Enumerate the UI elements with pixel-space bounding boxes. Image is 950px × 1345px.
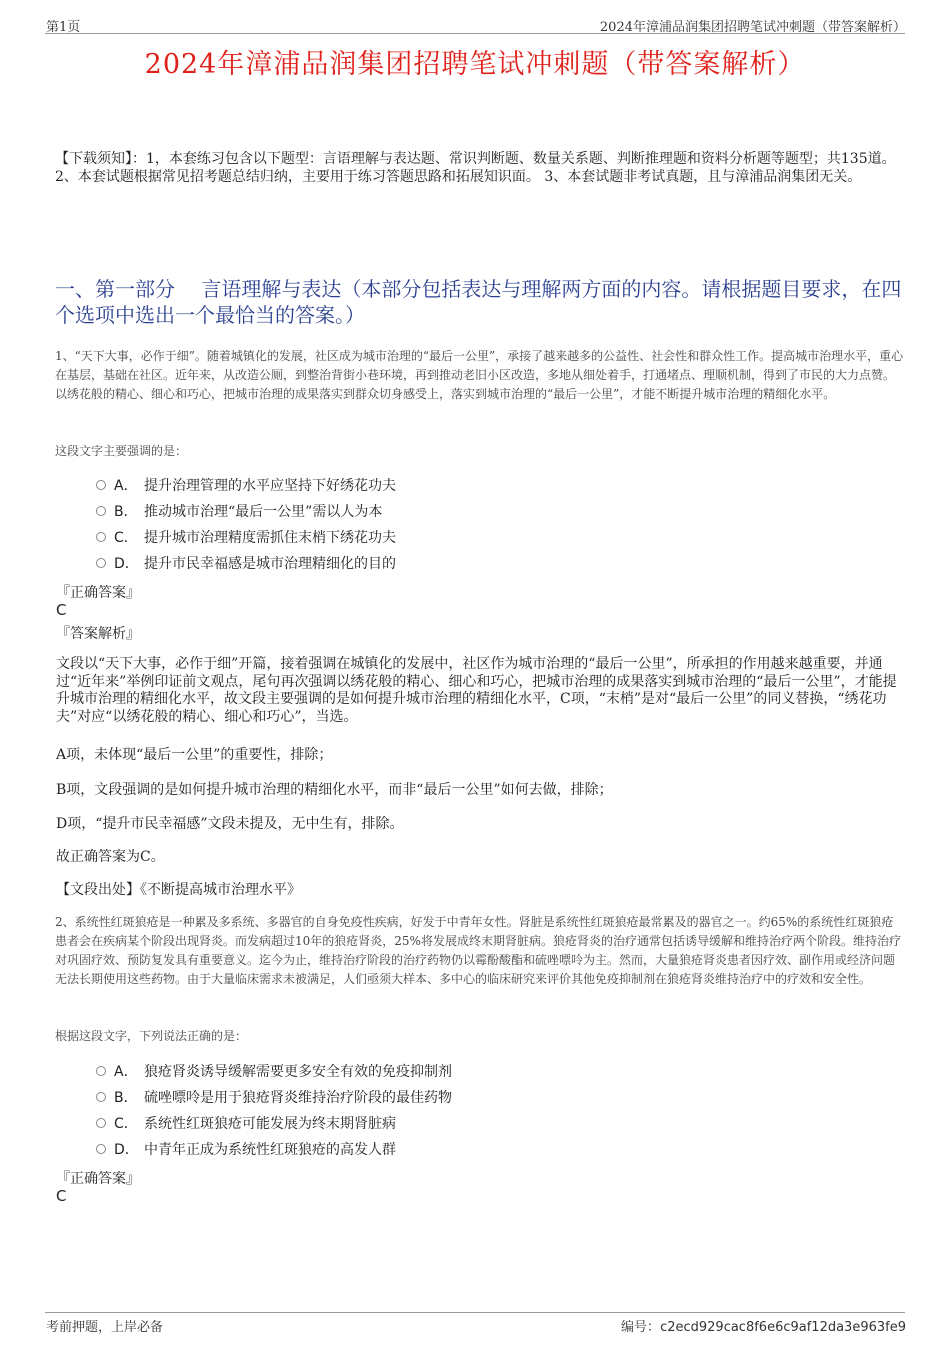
download-notice: 【下载须知】：1，本套练习包含以下题型：言语理解与表达题、常识判断题、数量关系题、判断推理题和资料分析题等题型；共135道。 2、本套试题根据常见招考题总结归纳，主要用于练习答题思路和拓展知识面。 3、本套试题非考试真题，且与漳浦品润集团无关。	[55, 151, 896, 185]
question-2-answer-label: 『正确答案』	[56, 1171, 140, 1187]
question-1-answer: C	[56, 601, 67, 619]
header-rule	[45, 33, 905, 34]
radio-icon[interactable]	[96, 1144, 106, 1154]
question-1-conclusion: 故正确答案为C。	[56, 849, 165, 865]
document-title: 2024年漳浦品润集团招聘笔试冲刺题（带答案解析）	[144, 49, 806, 80]
page-number: 第1页	[46, 20, 81, 35]
radio-icon[interactable]	[96, 1066, 106, 1076]
question-2-text: 2、系统性红斑狼疮是一种累及多系统、多器官的自身免疫性疾病，好发于中青年女性。肾脏是系统性红斑狼疮最常累及的器官之一。约65%的系统性红斑狼疮患者会在疾病某个阶段出现肾炎。而发病超过10年的狼疮肾炎，25%将发展成终末期肾脏病。狼疮肾炎的治疗通常包括诱导缓解和维持治疗两个阶段。维持治疗对巩固疗效、预防复发具有重要意义。迄今为止，维持治疗阶段的治疗药物仍以霉酚酸酯和硫唑嘌呤为主。然而，大量狼疮肾炎患者因疗效、副作用或经济问题无法长期使用这些药物。由于大量临床需求未被满足，人们亟须大样本、多中心的临床研究来评价其他免疫抑制剂在狼疮肾炎维持治疗中的疗效和安全性。	[55, 915, 901, 986]
question-1-source: 【文段出处】《不断提高城市治理水平》	[56, 882, 301, 898]
question-2-option-a[interactable]: A． 狼疮肾炎诱导缓解需要更多安全有效的免疫抑制剂	[96, 1062, 452, 1082]
question-1-analysis: 文段以“天下大事，必作于细”开篇，接着强调在城镇化的发展中，社区作为城市治理的“最后一公里”，所承担的作用越来越重要，并通过“近年来”举例印证前文观点，尾句再次强调以绣花般的精心、细心和巧心，把城市治理的成果落实到城市治理的“最后一公里”，才能提升城市治理的精细化水平，故文段主要强调的是如何提升城市治理的精细化水平，C项，“末梢”是对“最后一公里”的同义替换，“绣花功夫”对应“以绣花般的精心、细心和巧心”，当选。	[56, 656, 897, 725]
question-1-answer-label: 『正确答案』	[56, 585, 140, 601]
question-1-prompt: 这段文字主要强调的是：	[55, 444, 188, 458]
question-1-analysis-b: B项，文段强调的是如何提升城市治理的精细化水平，而非“最后一公里”如何去做，排除；	[56, 782, 613, 798]
section-heading: 一、第一部分 言语理解与表达（本部分包括表达与理解两方面的内容。请根据题目要求，在四个选项中选出一个最恰当的答案。）	[55, 277, 902, 327]
footer-rule	[45, 1312, 905, 1313]
question-1-option-b[interactable]: B． 推动城市治理“最后一公里”需以人为本	[96, 502, 382, 522]
question-2-answer: C	[56, 1187, 67, 1205]
footer-code: 编号：c2ecd929cac8f6e6c9af12da3e963fe9	[621, 1320, 906, 1335]
radio-icon[interactable]	[96, 506, 106, 516]
radio-icon[interactable]	[96, 1092, 106, 1102]
question-1-analysis-d: D项，“提升市民幸福感”文段未提及，无中生有，排除。	[56, 816, 404, 832]
footer-slogan: 考前押题，上岸必备	[46, 1320, 164, 1335]
question-1-analysis-label: 『答案解析』	[56, 626, 140, 642]
question-2-prompt: 根据这段文字，下列说法正确的是：	[55, 1029, 248, 1043]
question-2-option-b[interactable]: B． 硫唑嘌呤是用于狼疮肾炎维持治疗阶段的最佳药物	[96, 1088, 452, 1108]
question-1-analysis-a: A项，未体现“最后一公里”的重要性，排除；	[56, 747, 333, 763]
radio-icon[interactable]	[96, 532, 106, 542]
radio-icon[interactable]	[96, 480, 106, 490]
question-1-option-a[interactable]: A． 提升治理管理的水平应坚持下好绣花功夫	[96, 476, 396, 496]
question-1-option-c[interactable]: C． 提升城市治理精度需抓住末梢下绣花功夫	[96, 528, 396, 548]
running-header-title: 2024年漳浦品润集团招聘笔试冲刺题（带答案解析）	[599, 20, 906, 35]
question-2-option-c[interactable]: C． 系统性红斑狼疮可能发展为终末期肾脏病	[96, 1114, 396, 1134]
radio-icon[interactable]	[96, 558, 106, 568]
radio-icon[interactable]	[96, 1118, 106, 1128]
question-1-option-d[interactable]: D． 提升市民幸福感是城市治理精细化的目的	[96, 554, 396, 574]
question-1-text: 1、“天下大事，必作于细”。随着城镇化的发展，社区成为城市治理的“最后一公里”，承接了越来越多的公益性、社会性和群众性工作。提高城市治理水平，重心在基层，基础在社区。近年来，从改造公厕，到整治背街小巷环境，再到推动老旧小区改造，多地从细处着手，打通堵点、理顺机制，得到了市民的大力点赞。以绣花般的精心、细心和巧心，把城市治理的成果落实到群众切身感受上，落实到城市治理的“最后一公里”，才能不断提升城市治理的精细化水平。	[55, 349, 904, 401]
question-2-option-d[interactable]: D． 中青年正成为系统性红斑狼疮的高发人群	[96, 1140, 396, 1160]
